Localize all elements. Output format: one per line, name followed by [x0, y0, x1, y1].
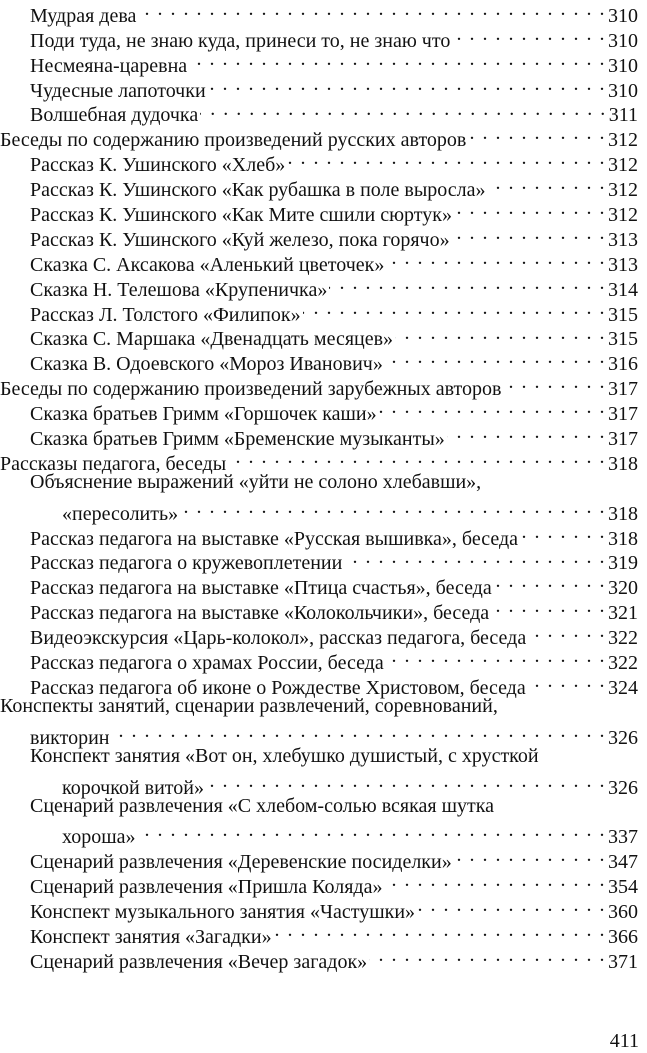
dot-leader [228, 445, 606, 470]
dot-leader [488, 171, 606, 196]
toc-entry-title: Рассказ Л. Толстого «Филипок» [30, 303, 301, 326]
page-number: 411 [609, 1030, 639, 1052]
toc-page-number: 317 [608, 428, 638, 451]
dot-leader [189, 47, 606, 72]
toc-entry[interactable] [0, 818, 638, 849]
toc-page-number: 354 [608, 876, 638, 899]
toc-page-number: 317 [608, 403, 638, 426]
toc-entry-title: Рассказ педагога на выставке «Русская вышивка», беседа [30, 527, 518, 550]
toc-entry-title: Рассказ педагога о кружевоплетении [30, 552, 343, 575]
toc-entry-title: Сказка С. Маршака «Двенадцать месяцев» [30, 328, 394, 351]
toc-entry-title: Мудрая дева [30, 4, 137, 27]
dot-leader [200, 97, 607, 122]
dot-leader [528, 669, 606, 694]
toc-page-number: 318 [608, 452, 638, 475]
toc-entry[interactable] [0, 495, 638, 525]
dot-leader [287, 146, 606, 171]
toc-entry-title: Волшебная дудочка [30, 104, 199, 127]
toc-entry-title: Сказка В. Одоевского «Мороз Иванович» [30, 353, 383, 376]
toc-page-number: 315 [608, 328, 638, 351]
toc-entry-title: Чудесные лапоточки [30, 79, 206, 102]
toc-page-number: 326 [608, 726, 638, 749]
dot-leader [206, 769, 606, 794]
dot-leader [447, 420, 606, 445]
dot-leader [386, 246, 606, 271]
toc-page-number: 312 [608, 179, 638, 202]
toc-page-number: 310 [608, 54, 638, 77]
toc-entry-title: Рассказ К. Ушинского «Хлеб» [30, 154, 286, 177]
toc-page-number: 326 [608, 776, 638, 799]
toc-page-number: 320 [608, 577, 638, 600]
dot-leader [454, 196, 606, 221]
toc-entry-title: Сказка братьев Гримм «Горшочек каши» [30, 403, 377, 426]
toc-page-number: 337 [608, 826, 638, 849]
dot-leader [111, 719, 606, 744]
toc-entry-title: Объяснение выражений «уйти не солоно хлебавши», [30, 470, 482, 493]
toc-page-number: 315 [608, 303, 638, 326]
dot-leader [385, 345, 606, 370]
toc-page-number: 316 [608, 353, 638, 376]
toc-page-number: 313 [608, 228, 638, 251]
toc-entry-title: Сценарий развлечения «Деревенские посиделки» [30, 851, 452, 874]
dot-leader [344, 545, 606, 570]
dot-leader [274, 918, 606, 943]
toc-entry-title: Конспект занятия «Вот он, хлебушко душистый, с хрусткой [30, 744, 539, 767]
toc-page-number: 324 [608, 676, 638, 699]
toc-page-number: 310 [608, 4, 638, 27]
toc-entry-title: Рассказ К. Ушинского «Как рубашка в поле выросла» [30, 179, 486, 202]
toc-page-number: 313 [608, 253, 638, 276]
toc-page-number: 318 [608, 527, 638, 550]
toc-page-number: 314 [608, 278, 638, 301]
toc-entry-title: Сценарий развлечения «С хлебом-солью всякая шутка [30, 794, 495, 817]
toc-entry[interactable] [0, 794, 638, 819]
dot-leader [208, 72, 606, 97]
toc-entry-title: корочкой витой» [62, 776, 204, 799]
toc-entry-title: Рассказы педагога, беседы [0, 452, 227, 475]
dot-leader [452, 22, 606, 47]
toc-entry[interactable] [0, 744, 638, 769]
toc-entry-title: Поди туда, не знаю куда, принеси то, не знаю что [30, 29, 451, 52]
dot-leader [138, 818, 606, 843]
toc-entry-title: Сценарий развлечения «Вечер загадок» [30, 950, 368, 973]
dot-leader [528, 619, 606, 644]
dot-leader [329, 271, 606, 296]
toc-entry-title: Конспект музыкального занятия «Частушки» [30, 900, 416, 923]
dot-leader [384, 868, 606, 893]
toc-entry-title: Сказка С. Аксакова «Аленький цветочек» [30, 253, 385, 276]
toc-page-number: 360 [608, 900, 638, 923]
dot-leader [395, 321, 606, 346]
dot-leader [379, 395, 606, 420]
toc-entry-title: Беседы по содержанию произведений зарубежных авторов [0, 378, 502, 401]
toc-page-number: 322 [608, 627, 638, 650]
toc-page-number: 322 [608, 652, 638, 675]
dot-leader [452, 221, 606, 246]
toc-entry-title: Рассказ К. Ушинского «Куй железо, пока горячо» [30, 228, 450, 251]
toc-entry-title: Сказка Н. Телешова «Крупеничка» [30, 278, 328, 301]
toc-page-number: 310 [608, 79, 638, 102]
toc-entry-title: Видеоэкскурсия «Царь-колокол», рассказ педагога, беседа [30, 627, 527, 650]
toc-page-number: 312 [608, 154, 638, 177]
dot-leader [138, 0, 606, 22]
toc-entry-title: Рассказ педагога об иконе о Рождестве Христовом, беседа [30, 676, 526, 699]
toc-entry-title: хороша» [62, 826, 136, 849]
toc-entry-title: Рассказ педагога на выставке «Колокольчики», беседа [30, 602, 490, 625]
toc-entry-title: викторин [30, 726, 110, 749]
toc-page-number: 312 [608, 204, 638, 227]
toc-entry-title: Сказка братьев Гримм «Бременские музыканты» [30, 428, 445, 451]
toc-page-number: 321 [608, 602, 638, 625]
toc-entry-title: Рассказ К. Ушинского «Как Мите сшили сюртук» [30, 204, 452, 227]
toc-page-number: 319 [608, 552, 638, 575]
toc-entry[interactable] [0, 0, 638, 27]
toc-page-number: 312 [608, 129, 638, 152]
toc-entry-title: Рассказ педагога на выставке «Птица счастья», беседа [30, 577, 492, 600]
toc-page-number: 310 [608, 29, 638, 52]
dot-leader [468, 121, 606, 146]
dot-leader [503, 370, 606, 395]
dot-leader [454, 843, 606, 868]
dot-leader [491, 594, 606, 619]
dot-leader [494, 569, 606, 594]
toc-entry[interactable] [0, 470, 638, 495]
toc-entry[interactable] [0, 694, 638, 719]
toc-entry[interactable] [0, 769, 638, 799]
toc-page-number: 311 [608, 104, 638, 127]
dot-leader [369, 943, 606, 968]
toc-entry-title: «пересолить» [62, 502, 179, 525]
toc-page-number: 318 [608, 502, 638, 525]
dot-leader [417, 893, 606, 918]
toc-page-number: 347 [608, 851, 638, 874]
toc-entry[interactable] [0, 719, 638, 749]
toc-entry-title: Несмеяна-царевна [30, 54, 188, 77]
toc-page-number: 371 [608, 950, 638, 973]
toc-entry-title: Конспекты занятий, сценарии развлечений, соревнований, [0, 694, 498, 717]
toc-entry-title: Рассказ педагога о храмах России, беседа [30, 652, 384, 675]
dot-leader [386, 644, 606, 669]
toc-entry-title: Конспект занятия «Загадки» [30, 925, 272, 948]
dot-leader [303, 296, 606, 321]
toc-entry-title: Сценарий развлечения «Пришла Коляда» [30, 876, 383, 899]
toc-page-number: 366 [608, 925, 638, 948]
dot-leader [520, 520, 606, 545]
dot-leader [180, 495, 606, 520]
toc-entry-title: Беседы по содержанию произведений русских авторов [0, 129, 467, 152]
toc-page-number: 317 [608, 378, 638, 401]
